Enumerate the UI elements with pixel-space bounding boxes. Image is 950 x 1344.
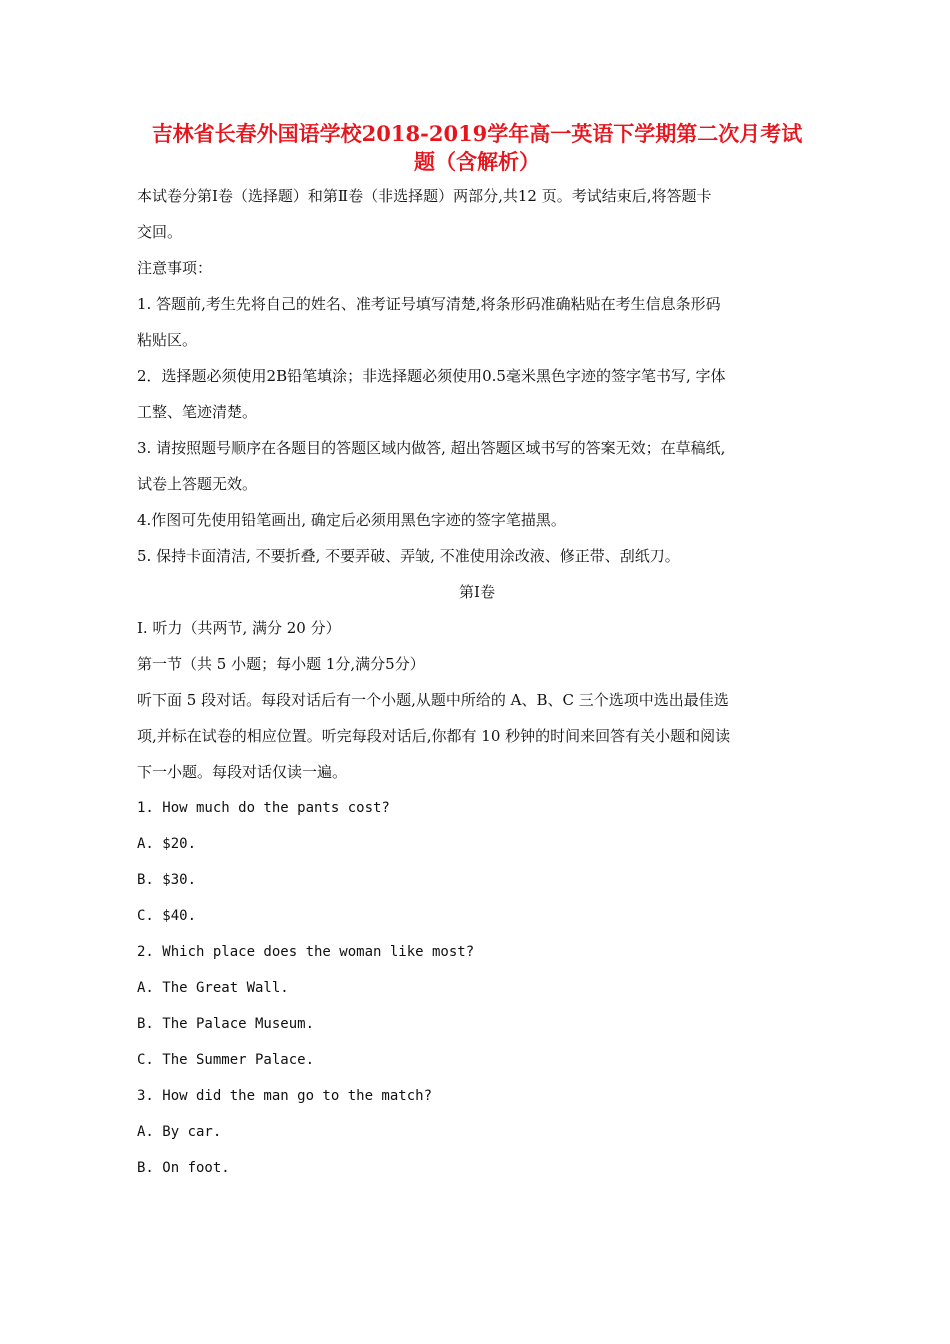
part-1-heading: 第一节（共 5 小题；每小题 1分,满分5分） bbox=[137, 655, 425, 673]
note-4: 4.作图可先使用铅笔画出, 确定后必须用黑色字迹的签字笔描黑。 bbox=[137, 511, 566, 529]
question-2-option-a: A. The Great Wall. bbox=[137, 980, 289, 996]
exam-title bbox=[137, 120, 817, 176]
question-2-option-c: C. The Summer Palace. bbox=[137, 1052, 315, 1068]
question-3-stem: 3. How did the man go to the match? bbox=[137, 1088, 433, 1104]
question-1-option-a: A. $20. bbox=[137, 836, 197, 852]
exam-page bbox=[137, 120, 817, 1186]
note-2-line-2: 工整、笔迹清楚。 bbox=[137, 403, 258, 421]
title-line-2: 题（含解析） bbox=[414, 149, 540, 174]
instructions-line-2: 项,并标在试卷的相应位置。听完每段对话后,你都有 10 秒钟的时间来回答有关小题和阅读 bbox=[137, 727, 731, 745]
intro-line-1: 本试卷分第Ⅰ卷（选择题）和第Ⅱ卷（非选择题）两部分,共12 页。考试结束后,将答题卡 bbox=[137, 187, 712, 205]
note-1-line-2: 粘贴区。 bbox=[137, 331, 198, 349]
section-heading: I. 听力（共两节, 满分 20 分） bbox=[137, 619, 341, 637]
question-2-stem: 2. Which place does the woman like most? bbox=[137, 944, 475, 960]
notes-heading: 注意事项： bbox=[137, 259, 213, 277]
note-3-line-1: 3. 请按照题号顺序在各题目的答题区域内做答, 超出答题区域书写的答案无效；在草稿纸, bbox=[137, 439, 726, 457]
note-2-line-1: 2．选择题必须使用2B铅笔填涂；非选择题必须使用0.5毫米黑色字迹的签字笔书写, 字体 bbox=[137, 367, 726, 385]
question-1-option-b: B. $30. bbox=[137, 872, 197, 888]
note-3-line-2: 试卷上答题无效。 bbox=[137, 475, 258, 493]
note-1-line-1: 1. 答题前,考生先将自己的姓名、准考证号填写清楚,将条形码准确粘贴在考生信息条形码 bbox=[137, 295, 721, 313]
intro-line-2: 交回。 bbox=[137, 223, 183, 241]
question-3-option-a: A. By car. bbox=[137, 1124, 222, 1140]
title-line-1: 吉林省长春外国语学校2018-2019学年高一英语下学期第二次月考试 bbox=[151, 121, 803, 146]
question-1-stem: 1. How much do the pants cost? bbox=[137, 800, 390, 816]
instructions-line-3: 下一小题。每段对话仅读一遍。 bbox=[137, 763, 348, 781]
volume-heading: 第Ⅰ卷 bbox=[459, 583, 495, 601]
instructions-line-1: 听下面 5 段对话。每段对话后有一个小题,从题中所给的 A、B、C 三个选项中选出最佳选 bbox=[137, 691, 729, 709]
question-2-option-b: B. The Palace Museum. bbox=[137, 1016, 315, 1032]
question-3-option-b: B. On foot. bbox=[137, 1160, 230, 1176]
question-1-option-c: C. $40. bbox=[137, 908, 197, 924]
note-5: 5. 保持卡面清洁, 不要折叠, 不要弄破、弄皱, 不准使用涂改液、修正带、刮纸刀。 bbox=[137, 547, 680, 565]
